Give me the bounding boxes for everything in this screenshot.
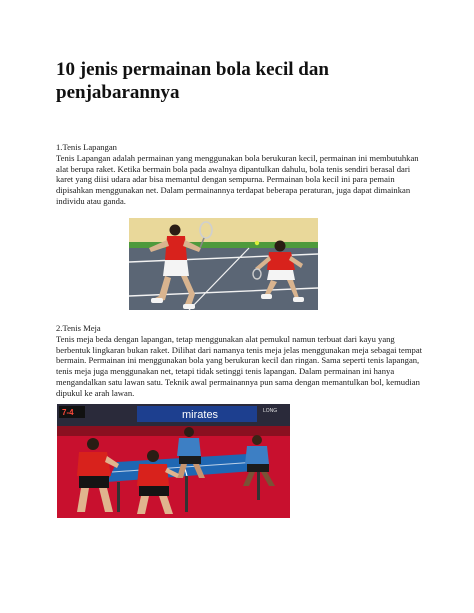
tennis-photo-graphic bbox=[129, 218, 318, 310]
tennis-doubles-photo bbox=[129, 218, 318, 310]
section-body: Tenis meja beda dengan lapangan, tetap menggunakan alat pemukul namun terbuat dari kayu yang berbentuk lingkaran bukan raket. Dilihat dari namanya tenis meja jelas menggunakan meja sebagai tempat bermain. Permainan ini menggunakan bola yang berukuran kecil dan ringan. Sama seperti tenis lapangan, tenis meja juga menggunakan net, tetapi tidak setinggi tenis lapangan. Dalam permainan ini hanya mengandalkan satu lawan satu. Teknik awal permainannya pun sama dengan memantulkan bol, kemudian dipukul ke arah lawan. bbox=[56, 333, 423, 398]
tennis-ball bbox=[255, 241, 259, 245]
scoreboard-score: 7-4 bbox=[62, 408, 74, 417]
sponsor-banner-text: mirates bbox=[182, 409, 219, 421]
arena-barrier bbox=[57, 426, 290, 436]
document-title: 10 jenis permainan bola kecil dan penjabarannya bbox=[56, 59, 329, 103]
table-tennis-photo-graphic bbox=[57, 404, 290, 518]
section-body: Tenis Lapangan adalah permainan yang menggunakan bola berukuran kecil, permainan ini membutuhkan alat berupa raket. Ketika bermain bola pada awalnya dipantulkan dahulu, bola tenis sendiri berasal dari karet yang diisi udara adar bisa memantul dengan sempurna. Permainan bola kecil ini para pemain dipisahkan menggunakan net. Dalam permainannya terdapat beberapa peraturan, juga dapat dimainkan individu atau ganda. bbox=[56, 152, 419, 206]
section-heading: 1.Tenis Lapangan bbox=[56, 142, 117, 152]
section-tenis-lapangan bbox=[56, 142, 424, 207]
table-tennis-doubles-photo bbox=[57, 404, 290, 518]
corner-logo-text: LONG bbox=[263, 408, 278, 414]
section-tenis-meja bbox=[56, 323, 424, 399]
section-heading: 2.Tenis Meja bbox=[56, 323, 101, 333]
